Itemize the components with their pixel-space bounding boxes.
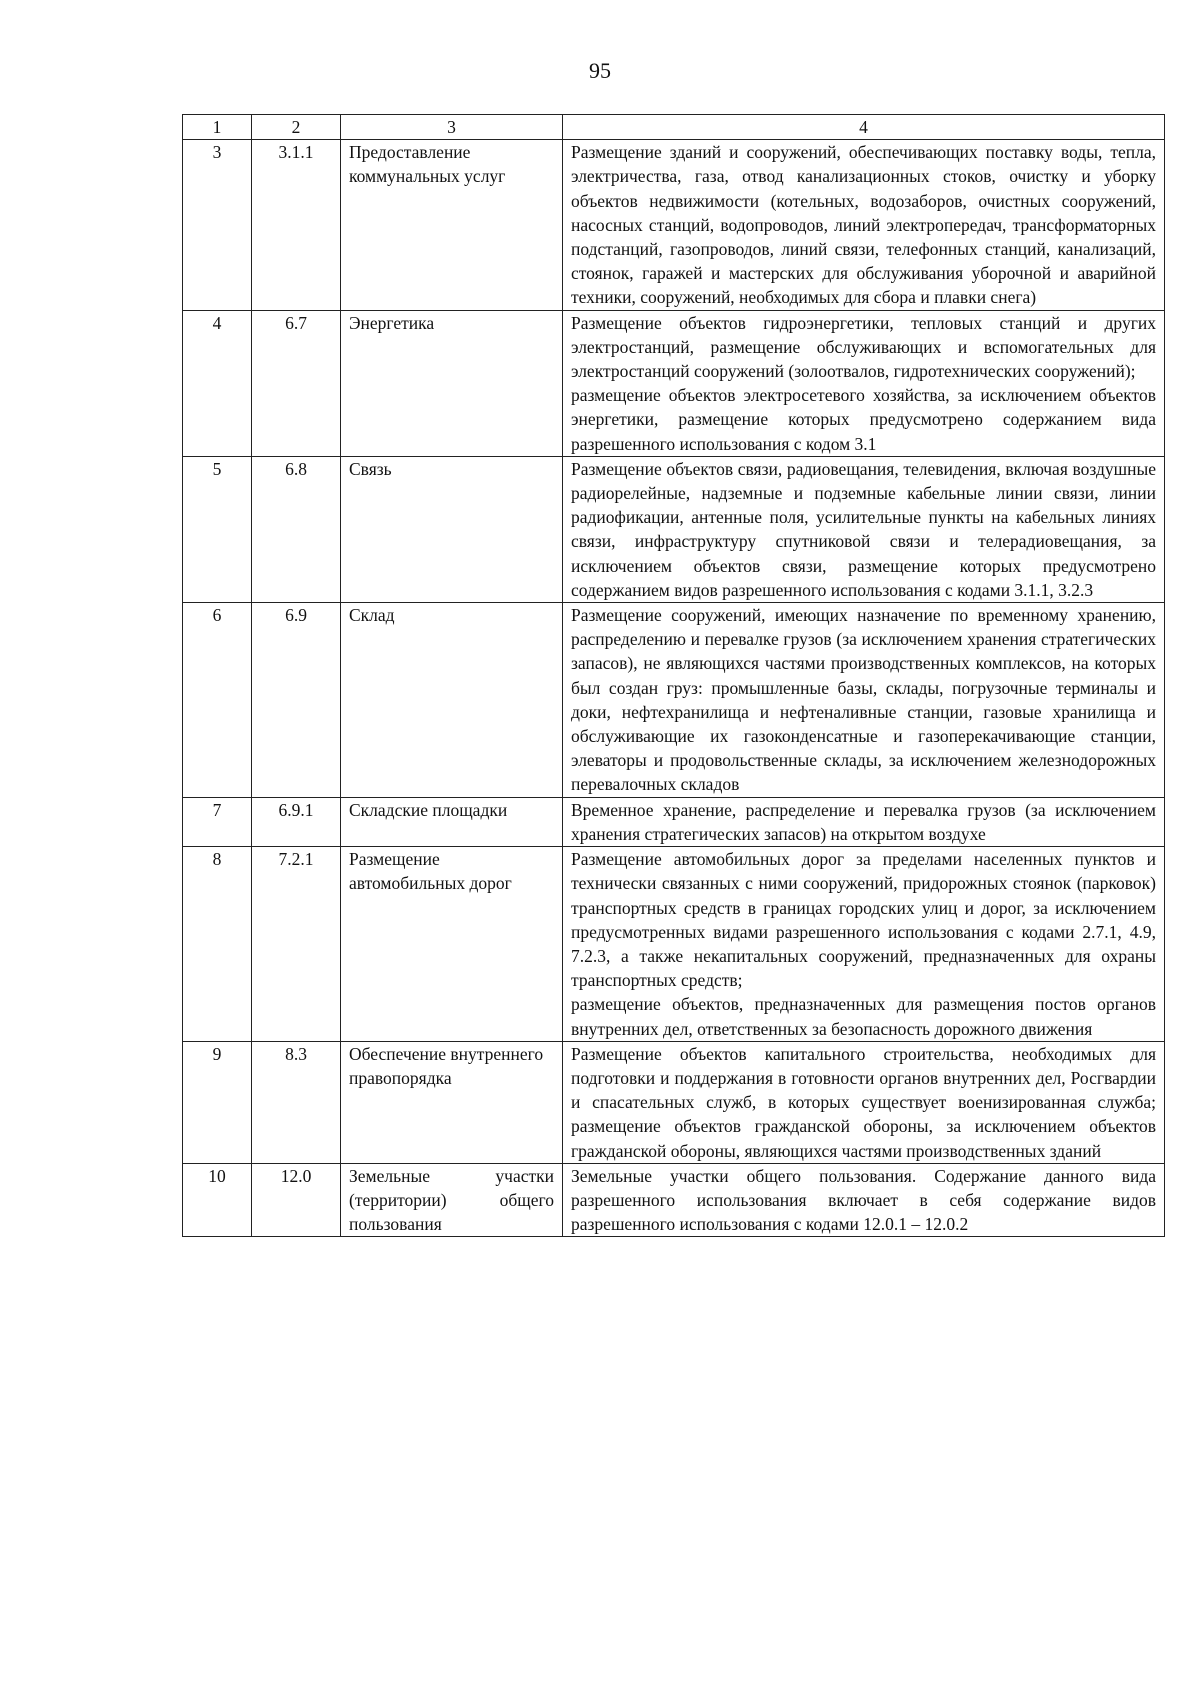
row-number: 4 xyxy=(183,310,252,456)
description-paragraph: Временное хранение, распределение и перевалка грузов (за исключением хранения стратегических запасов) на открытом воздухе xyxy=(571,799,1156,844)
use-code: 6.7 xyxy=(252,310,341,456)
use-code: 6.8 xyxy=(252,456,341,602)
description-paragraph: Размещение объектов связи, радиовещания, телевидения, включая воздушные радиорелейные, надземные и подземные кабельные линии связи, линии радиофикации, антенные поля, усилительные пункты на кабельных линиях связи, инфраструктуру спутниковой связи и телерадиовещания, за исключением объектов связи, размещение которых предусмотрено содержанием видов разрешенного использования с кодами 3.1.1, 3.2.3 xyxy=(571,458,1156,600)
description-paragraph: Размещение автомобильных дорог за пределами населенных пунктов и технически связанных с ними сооружений, придорожных стоянок (парковок) транспортных средств в границах городских улиц и дорог, за исключением предусмотренных видами разрешенного использования с кодами 2.7.1, 4.9, 7.2.3, а также некапитальных сооружений, предназначенных для охраны транспортных средств; xyxy=(571,849,1156,991)
row-number: 3 xyxy=(183,140,252,310)
use-name-text: Предоставление коммунальных услуг xyxy=(349,142,506,187)
table-body xyxy=(183,115,1165,1237)
table-row xyxy=(183,456,1165,602)
row-number: 5 xyxy=(183,456,252,602)
use-name xyxy=(341,1163,563,1237)
table-header-row xyxy=(183,115,1165,140)
description-paragraph: Размещение зданий и сооружений, обеспечивающих поставку воды, тепла, электричества, газа, отвод канализационных стоков, очистку и уборку объектов недвижимости (котельных, водозаборов, очистных сооружений, насосных станций, водопроводов, линий электропередач, трансформаторных подстанций, газопроводов, линий связи, телефонных станций, канализаций, стоянок, гаражей и мастерских для обслуживания уборочной и аварийной техники, сооружений, необходимых для сбора и плавки снега) xyxy=(571,142,1156,308)
column-header-4: 4 xyxy=(563,115,1165,140)
column-header-2: 2 xyxy=(252,115,341,140)
use-description xyxy=(563,140,1165,310)
use-description xyxy=(563,1163,1165,1237)
use-description xyxy=(563,1041,1165,1163)
use-name xyxy=(341,310,563,456)
table-row xyxy=(183,603,1165,798)
use-code: 3.1.1 xyxy=(252,140,341,310)
use-description xyxy=(563,456,1165,602)
use-code: 12.0 xyxy=(252,1163,341,1237)
use-name xyxy=(341,603,563,798)
column-header-3: 3 xyxy=(341,115,563,140)
use-name-text: Энергетика xyxy=(349,312,435,333)
table-row xyxy=(183,140,1165,310)
description-paragraph: Размещение сооружений, имеющих назначение по временному хранению, распределению и перевалке грузов (за исключением хранения стратегических запасов), не являющихся частями производственных комплексов, на которых был создан груз: промышленные базы, склады, погрузочные терминалы и доки, нефтехранилища и нефтеналивные станции, газовые хранилища и обслуживающие их газоконденсатные и газоперекачивающие станции, элеваторы и продовольственные склады, за исключением железнодорожных перевалочных складов xyxy=(571,605,1156,795)
use-name-text: Складские площадки xyxy=(349,799,508,820)
use-name xyxy=(341,1041,563,1163)
table-row xyxy=(183,1163,1165,1237)
description-paragraph: размещение объектов электросетевого хозяйства, за исключением объектов энергетики, размещение которых предусмотрено содержанием вида разрешенного использования с кодом 3.1 xyxy=(571,385,1156,454)
description-paragraph: Размещение объектов гидроэнергетики, тепловых станций и других электростанций, размещение обслуживающих и вспомогательных для электростанций сооружений (золоотвалов, гидротехнических сооружений); xyxy=(571,312,1156,382)
description-paragraph: размещение объектов, предназначенных для размещения постов органов внутренних дел, ответственных за безопасность дорожного движения xyxy=(571,994,1156,1039)
column-header-1: 1 xyxy=(183,115,252,140)
use-code: 7.2.1 xyxy=(252,847,341,1042)
use-name xyxy=(341,847,563,1042)
table-row xyxy=(183,847,1165,1042)
row-number: 7 xyxy=(183,797,252,846)
use-name xyxy=(341,456,563,602)
table-row xyxy=(183,797,1165,846)
row-number: 9 xyxy=(183,1041,252,1163)
page-number: 95 xyxy=(589,58,611,83)
use-name xyxy=(341,797,563,846)
row-number: 6 xyxy=(183,603,252,798)
table-row xyxy=(183,310,1165,456)
table-row xyxy=(183,1041,1165,1163)
row-number: 8 xyxy=(183,847,252,1042)
description-paragraph: Земельные участки общего пользования. Содержание данного вида разрешенного использования включает в себя содержание видов разрешенного использования с кодами 12.0.1 – 12.0.2 xyxy=(571,1165,1156,1235)
use-name-text: Земельные участки (территории) общего пользования xyxy=(349,1165,554,1235)
use-name-text: Размещение автомобильных дорог xyxy=(349,849,512,894)
use-name xyxy=(341,140,563,310)
use-description xyxy=(563,603,1165,798)
use-code: 6.9 xyxy=(252,603,341,798)
row-number: 10 xyxy=(183,1163,252,1237)
use-description xyxy=(563,847,1165,1042)
land-use-table xyxy=(182,114,1165,1237)
use-code: 6.9.1 xyxy=(252,797,341,846)
use-name-text: Связь xyxy=(349,458,392,479)
description-paragraph: Размещение объектов капитального строительства, необходимых для подготовки и поддержания в готовности органов внутренних дел, Росгвардии и спасательных служб, в которых существует военизированная служба; размещение объектов гражданской обороны, за исключением объектов гражданской обороны, являющихся частями производственных зданий xyxy=(571,1043,1156,1161)
use-description xyxy=(563,310,1165,456)
use-description xyxy=(563,797,1165,846)
use-code: 8.3 xyxy=(252,1041,341,1163)
use-name-text: Обеспечение внутреннего правопорядка xyxy=(349,1043,544,1088)
use-name-text: Склад xyxy=(349,605,395,626)
